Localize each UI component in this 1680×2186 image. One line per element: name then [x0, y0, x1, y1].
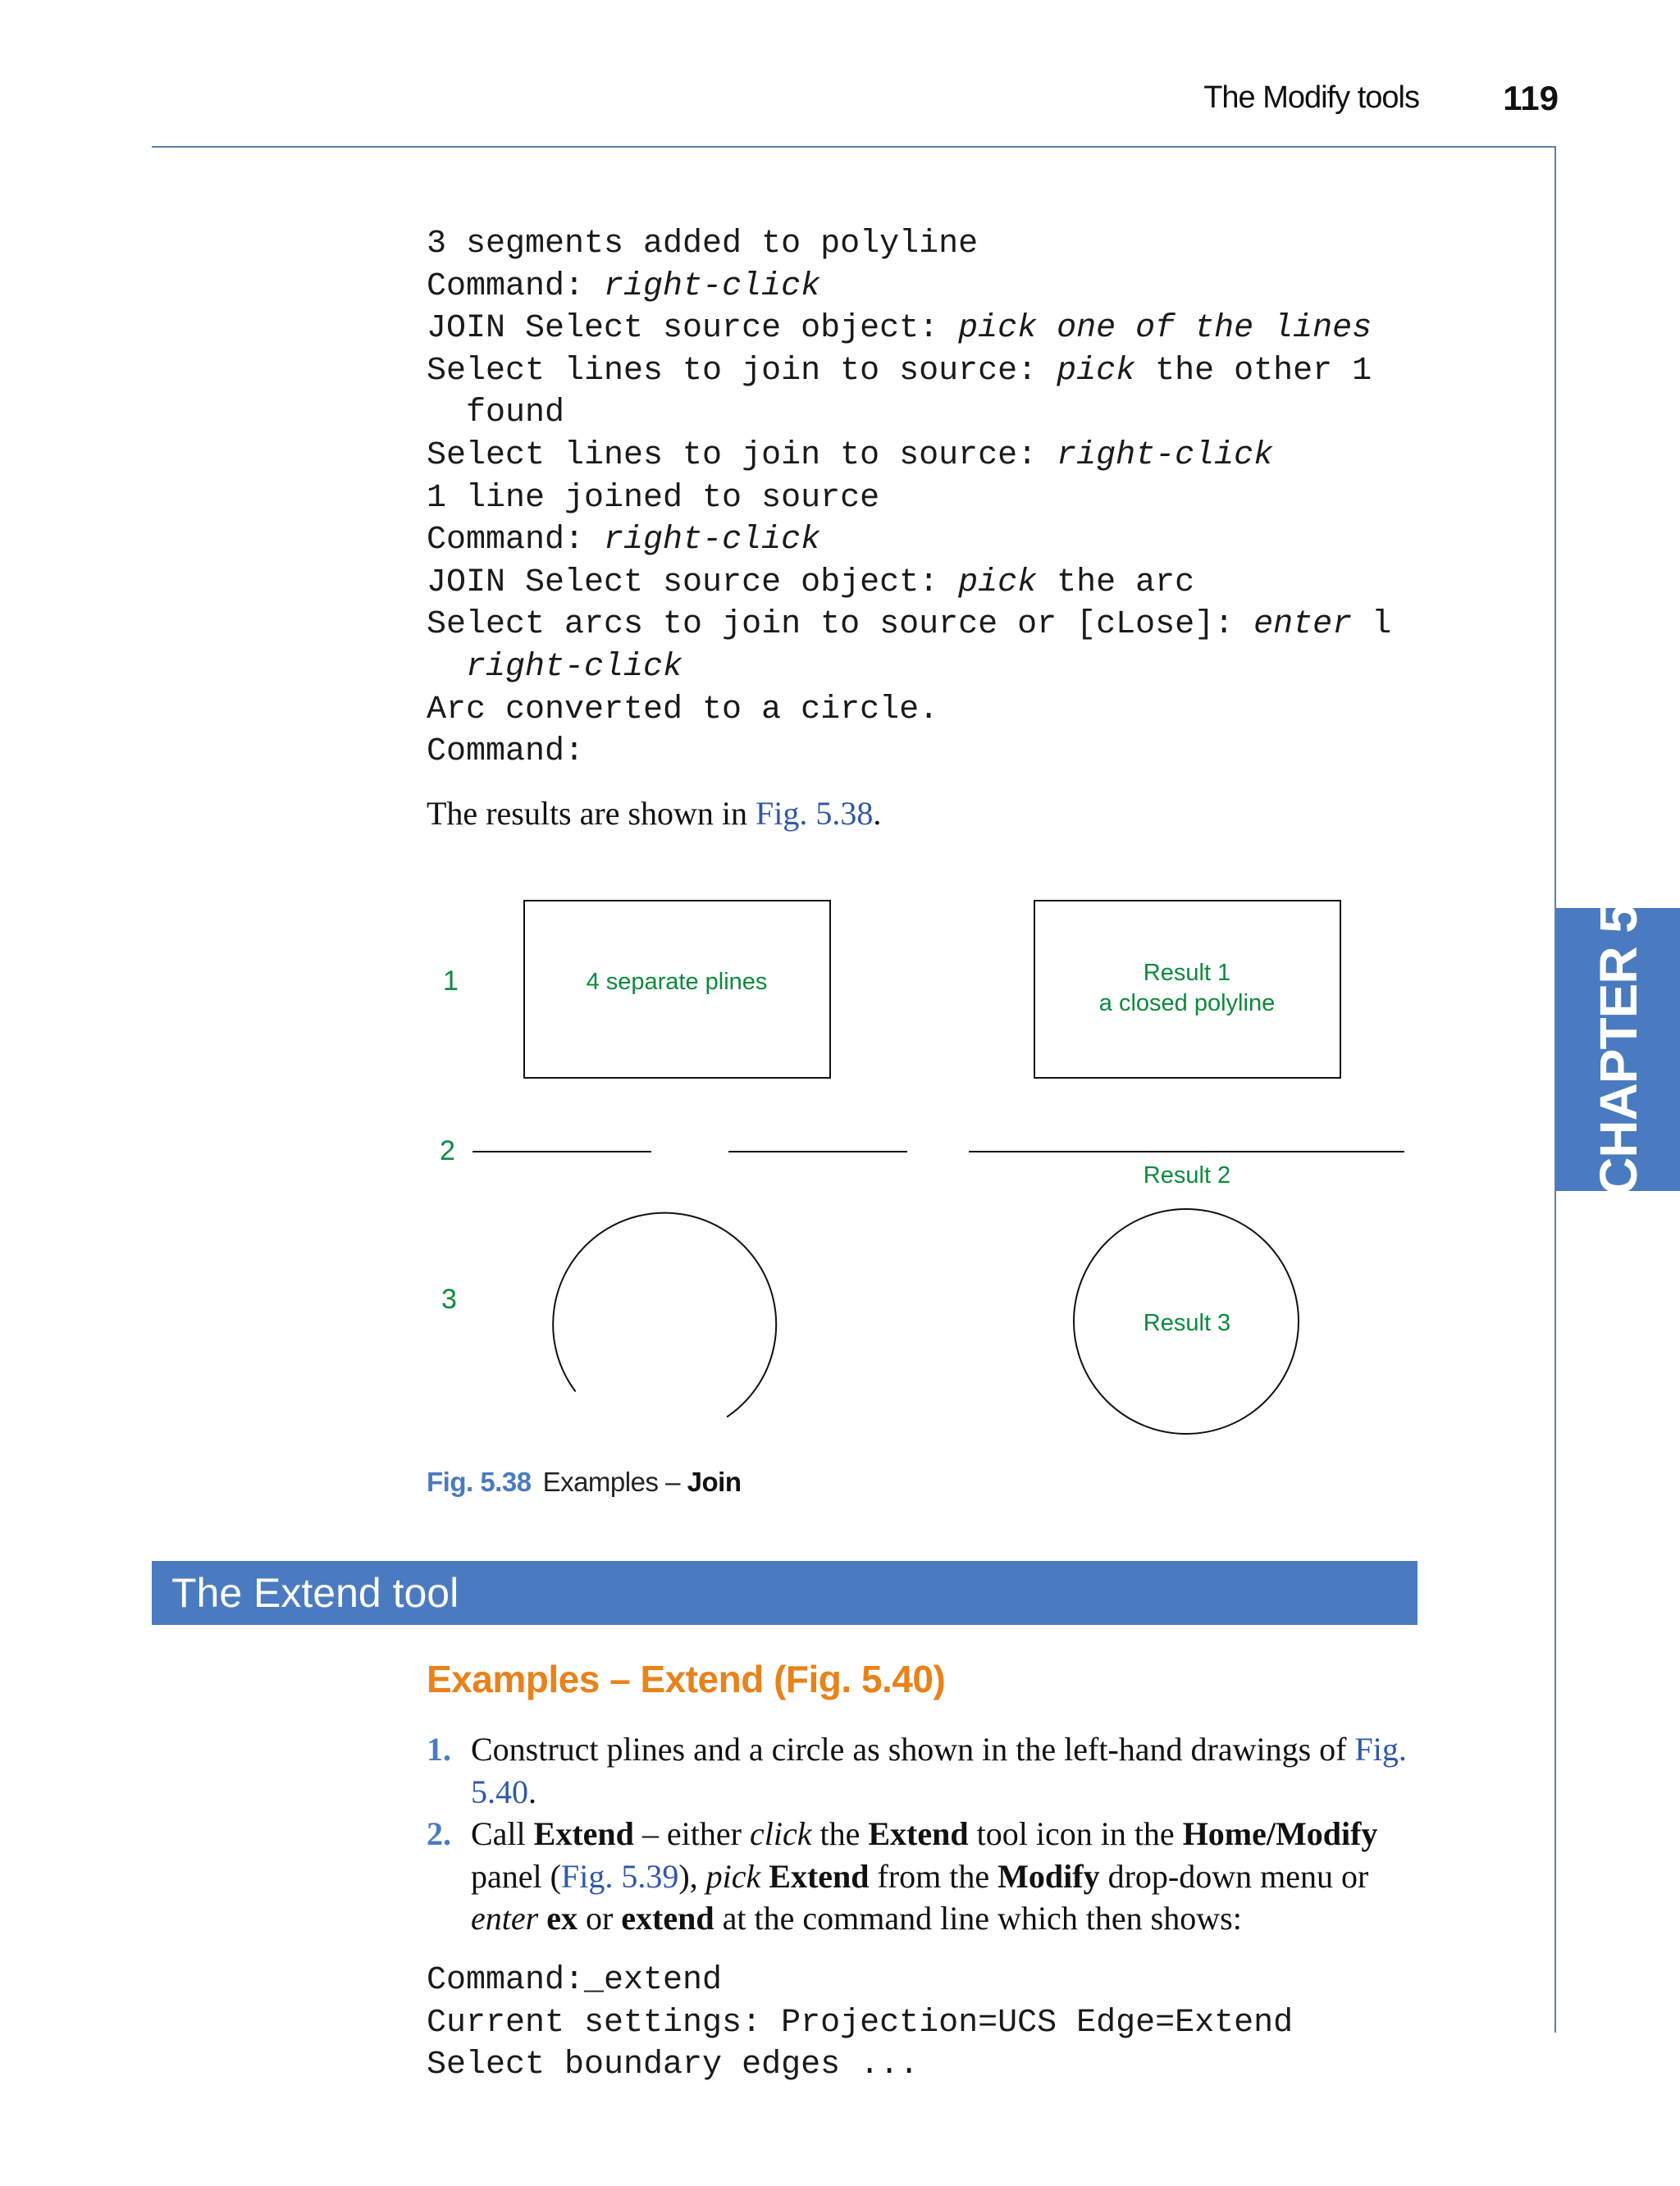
step-text: the: [811, 1815, 869, 1853]
steps-list: [427, 1728, 1419, 1940]
result-1-label: Result 1: [1143, 960, 1231, 986]
code-text: the arc: [1037, 564, 1195, 601]
code-text: Select lines to join to source:: [427, 352, 1057, 390]
code-text: found: [427, 395, 565, 432]
code-text: Current settings: Projection=UCS Edge=Extend: [427, 2004, 1294, 2042]
step-text: at the command line which then shows:: [714, 1900, 1242, 1937]
step-text: [760, 1858, 769, 1895]
result-3-label: Result 3: [1143, 1310, 1231, 1336]
code-line: [427, 2002, 1293, 2045]
results-text-after: .: [873, 795, 882, 832]
join-examples-figure: [427, 886, 1411, 1444]
code-line: [427, 731, 1391, 774]
chapter-tab: [1556, 904, 1680, 1195]
code-text: Command:_extend: [427, 1962, 723, 1999]
step-number: 2.: [427, 1815, 451, 1853]
step-text: from the: [869, 1857, 998, 1895]
code-line: [427, 689, 1391, 732]
code-user-action: pick one of the lines: [958, 310, 1372, 348]
header-rule: [152, 146, 1556, 148]
code-line: [427, 477, 1391, 520]
code-text: JOIN Select source object:: [427, 310, 959, 348]
code-text: Select lines to join to source:: [427, 436, 1057, 474]
bold-term: Extend: [533, 1815, 634, 1853]
step-text: Construct plines and a circle as shown in the left-hand drawings of: [471, 1731, 1355, 1768]
code-text: JOIN Select source object:: [427, 564, 959, 601]
caption-label: Examples –: [542, 1467, 687, 1497]
step-text: ),: [678, 1857, 706, 1895]
code-block-extend: [427, 1960, 1293, 2087]
step-text: .: [528, 1773, 536, 1810]
chapter-tab-label: CHAPTER 5: [1588, 904, 1648, 1195]
figure-ref-link[interactable]: Fig. 5.40: [471, 1731, 1407, 1810]
open-arc: [553, 1213, 776, 1417]
results-text-before: The results are shown in: [427, 795, 756, 832]
result-1-sublabel: a closed polyline: [1098, 990, 1276, 1016]
code-text: Arc converted to a circle.: [427, 691, 939, 728]
code-line: [427, 266, 1391, 308]
separate-plines-label: 4 separate plines: [586, 969, 768, 995]
results-paragraph: [427, 794, 881, 833]
code-text: Command:: [427, 733, 585, 771]
step-text: drop-down menu or: [1099, 1857, 1369, 1895]
code-line: [427, 392, 1391, 435]
code-user-action: right-click: [466, 648, 683, 686]
step-item: [427, 1813, 1419, 1940]
code-line: [427, 2044, 1293, 2087]
code-text: [427, 649, 466, 686]
code-line: [427, 604, 1391, 646]
caption-number: Fig. 5.38: [427, 1467, 532, 1497]
code-line: [427, 1960, 1293, 2002]
closed-polyline-rectangle: [1034, 901, 1340, 1078]
italic-term: click: [749, 1815, 812, 1853]
code-text: Select arcs to join to source or [cLose]:: [427, 606, 1254, 644]
code-line: [427, 350, 1391, 393]
bold-term: Extend: [769, 1857, 870, 1895]
code-line: [427, 308, 1391, 350]
bold-term: ex: [546, 1900, 578, 1937]
code-text: l: [1352, 606, 1392, 644]
step-text: – either: [633, 1815, 750, 1853]
step-text: or: [577, 1900, 622, 1937]
running-title: The Modify tools: [1203, 80, 1419, 115]
code-line: [427, 646, 1391, 689]
code-line: [427, 562, 1391, 605]
step-number: 1.: [427, 1731, 451, 1768]
step-text: [538, 1900, 546, 1937]
code-line: [427, 435, 1391, 477]
subheading: Examples – Extend (Fig. 5.40): [427, 1658, 946, 1700]
code-user-action: right-click: [1057, 436, 1274, 474]
bold-term: Extend: [868, 1815, 969, 1853]
code-text: 1 line joined to source: [427, 479, 880, 517]
italic-term: pick: [705, 1857, 761, 1895]
code-user-action: pick: [1057, 352, 1136, 390]
code-user-action: enter: [1253, 606, 1353, 644]
bold-term: extend: [621, 1900, 714, 1937]
code-user-action: right-click: [604, 522, 821, 559]
code-block-join: [427, 223, 1391, 774]
code-user-action: right-click: [604, 267, 821, 305]
step-text: Call: [471, 1815, 534, 1853]
caption-bold: Join: [687, 1467, 742, 1497]
row-3-label: 3: [441, 1284, 457, 1315]
step-text: panel (: [471, 1857, 561, 1895]
code-text: 3 segments added to polyline: [427, 226, 979, 262]
code-text: Command:: [427, 522, 605, 559]
page-number: 119: [1503, 79, 1559, 117]
code-user-action: pick: [958, 564, 1038, 601]
fig-5-38-link[interactable]: Fig. 5.38: [756, 795, 874, 832]
figure-ref-link[interactable]: Fig. 5.39: [560, 1857, 679, 1895]
step-item: [427, 1728, 1419, 1813]
code-line: [427, 519, 1391, 562]
bold-term: Modify: [998, 1857, 1100, 1895]
row-1-label: 1: [443, 965, 459, 997]
result-2-label: Result 2: [1143, 1162, 1231, 1189]
bold-term: Home/Modify: [1182, 1815, 1378, 1853]
italic-term: enter: [471, 1900, 539, 1937]
section-heading-bar: [152, 1561, 1418, 1625]
step-text: tool icon in the: [968, 1815, 1183, 1853]
code-text: Command:: [427, 267, 605, 305]
code-text: the other 1: [1135, 352, 1372, 390]
section-title: The Extend tool: [171, 1570, 459, 1616]
code-text: Select boundary edges ...: [427, 2047, 920, 2084]
code-line: [427, 223, 1391, 266]
row-2-label: 2: [440, 1135, 455, 1166]
figure-caption: [427, 1467, 742, 1498]
